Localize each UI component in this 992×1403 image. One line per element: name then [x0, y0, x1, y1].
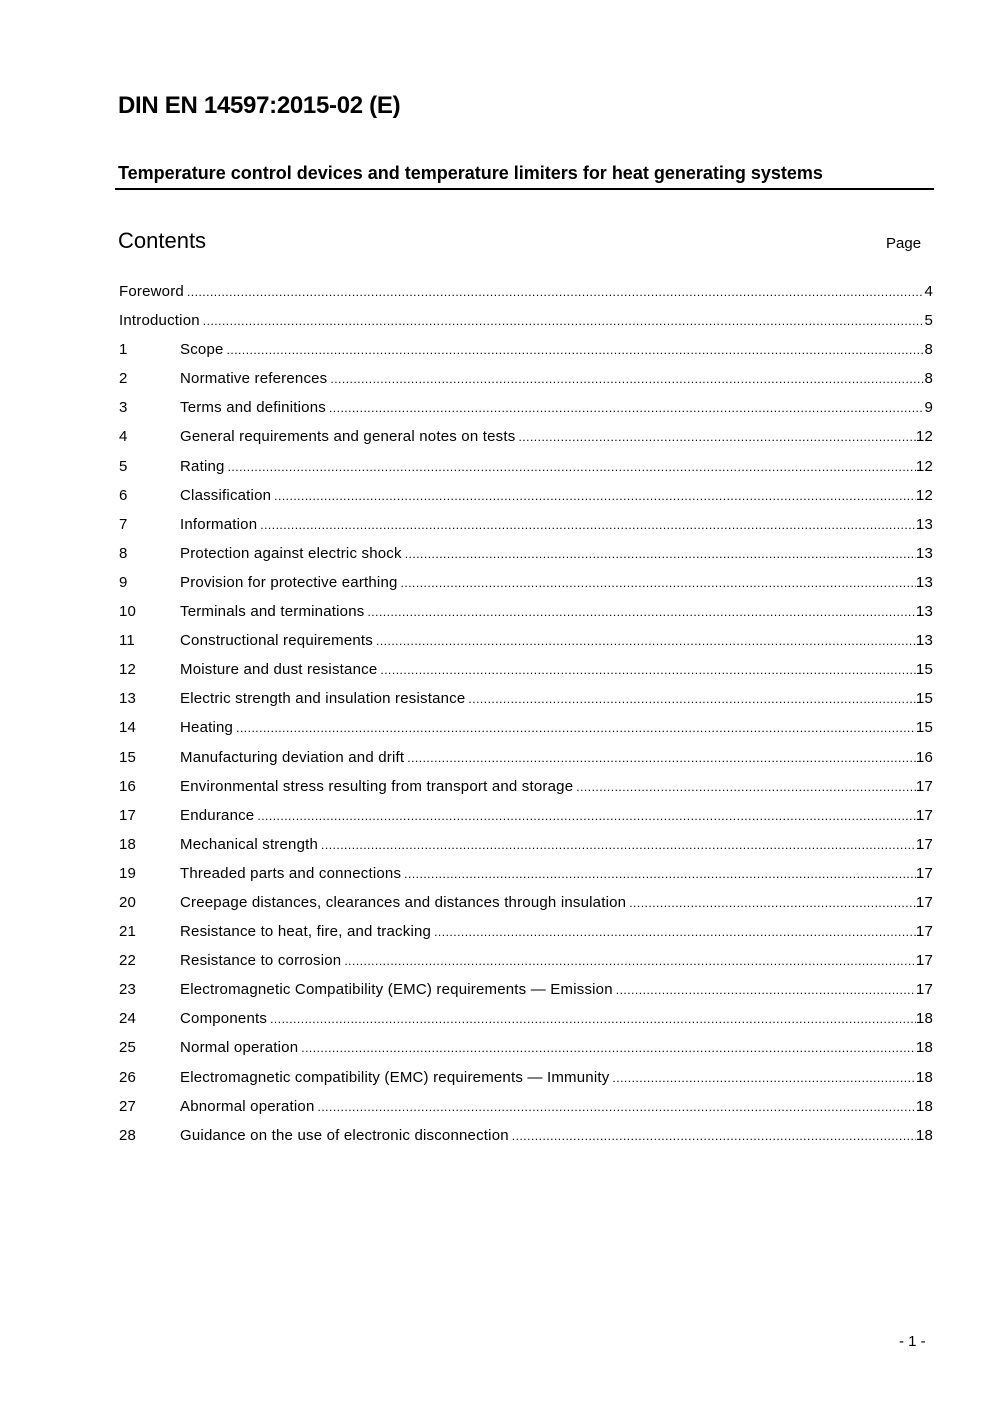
toc-entry-title[interactable]: Abnormal operation — [180, 1097, 315, 1115]
toc-dot-leader — [327, 370, 924, 388]
toc-entry[interactable] — [119, 749, 933, 778]
toc-entry-page[interactable]: 12 — [915, 457, 933, 475]
toc-entry[interactable] — [119, 690, 933, 719]
toc-entry-title[interactable]: Endurance — [180, 806, 255, 824]
toc-entry-title[interactable]: Terminals and terminations — [180, 603, 365, 621]
toc-entry[interactable] — [119, 778, 933, 807]
toc-entry-title[interactable]: Threaded parts and connections — [180, 864, 402, 882]
toc-entry-title[interactable]: Provision for protective earthing — [180, 573, 398, 591]
toc-entry-page[interactable]: 15 — [915, 690, 933, 708]
footer-page-number: - 1 - — [899, 1333, 926, 1350]
toc-entry-number: 13 — [119, 690, 137, 708]
toc-dot-leader — [401, 865, 916, 883]
toc-entry-title[interactable]: Terms and definitions — [180, 399, 326, 417]
toc-entry-title[interactable]: Mechanical strength — [180, 835, 319, 853]
toc-entry-page[interactable]: 13 — [915, 632, 933, 650]
toc-entry-number: 25 — [119, 1039, 137, 1057]
toc-entry-title[interactable]: Electric strength and insulation resistance — [180, 690, 466, 708]
toc-dot-leader — [515, 428, 915, 446]
toc-entry-number: 7 — [119, 515, 128, 533]
contents-heading: Contents — [118, 228, 207, 253]
toc-dot-leader — [404, 749, 916, 767]
toc-entry-number: 26 — [119, 1068, 137, 1086]
toc-dot-leader — [200, 312, 925, 330]
toc-entry[interactable] — [119, 516, 933, 545]
toc-entry-title[interactable]: Protection against electric shock — [180, 544, 402, 562]
toc-entry[interactable] — [119, 1127, 933, 1156]
toc-entry-number: 9 — [119, 573, 128, 591]
toc-entry-page[interactable]: 4 — [924, 283, 933, 300]
table-of-contents — [119, 283, 933, 1156]
toc-entry-title[interactable]: Guidance on the use of electronic disconnection — [180, 1126, 509, 1144]
toc-entry[interactable] — [119, 341, 933, 370]
toc-entry-number: 12 — [119, 661, 137, 679]
toc-entry-number: 10 — [119, 603, 137, 621]
document-id: DIN EN 14597:2015-02 (E) — [118, 92, 401, 119]
document-title: Temperature control devices and temperature limiters for heat generating systems — [118, 163, 823, 183]
toc-entry-title[interactable]: Introduction — [119, 312, 200, 330]
toc-entry[interactable] — [119, 428, 933, 457]
toc-entry-page[interactable]: 17 — [915, 981, 933, 999]
toc-dot-leader — [377, 661, 916, 679]
toc-entry[interactable] — [119, 836, 933, 865]
toc-entry-number: 6 — [119, 486, 128, 504]
toc-entry-number: 20 — [119, 893, 137, 911]
toc-entry[interactable] — [119, 1010, 933, 1039]
toc-entry-page[interactable]: 17 — [915, 864, 933, 882]
toc-entry-page[interactable]: 17 — [915, 806, 933, 824]
title-underline — [115, 188, 934, 190]
toc-entry-number: 15 — [119, 748, 137, 766]
toc-entry-number: 11 — [119, 632, 135, 650]
toc-entry-page[interactable]: 18 — [915, 1126, 933, 1144]
toc-entry[interactable] — [119, 1098, 933, 1127]
toc-entry[interactable] — [119, 661, 933, 690]
toc-entry-title[interactable]: Rating — [180, 457, 225, 475]
toc-entry-page[interactable]: 17 — [915, 923, 933, 941]
toc-entry[interactable] — [119, 632, 933, 661]
toc-entry-title[interactable]: Normal operation — [180, 1039, 299, 1057]
toc-dot-leader — [509, 1127, 916, 1145]
toc-dot-leader — [431, 923, 916, 941]
toc-entry-title[interactable]: Normative references — [180, 370, 328, 388]
toc-entry-title[interactable]: Classification — [180, 486, 272, 504]
toc-dot-leader — [398, 574, 916, 592]
toc-entry-title[interactable]: Environmental stress resulting from transport and storage — [180, 777, 574, 795]
toc-entry-title[interactable]: Foreword — [119, 283, 184, 300]
toc-entry-number: 21 — [119, 923, 137, 941]
toc-dot-leader — [271, 487, 916, 505]
toc-entry[interactable] — [119, 487, 933, 516]
toc-entry[interactable] — [119, 807, 933, 836]
toc-entry[interactable] — [119, 894, 933, 923]
toc-entry-number: 27 — [119, 1097, 137, 1115]
toc-entry[interactable] — [119, 1039, 933, 1068]
toc-dot-leader — [257, 516, 916, 534]
toc-dot-leader — [225, 458, 916, 476]
toc-entry-title[interactable]: Creepage distances, clearances and distances through insulation — [180, 893, 627, 911]
toc-entry-number: 23 — [119, 981, 137, 999]
toc-dot-leader — [184, 283, 924, 301]
toc-entry-page[interactable]: 13 — [915, 515, 933, 533]
toc-entry-title[interactable]: Resistance to heat, fire, and tracking — [180, 923, 432, 941]
toc-entry-page[interactable]: 18 — [915, 1010, 933, 1028]
toc-dot-leader — [233, 719, 916, 737]
toc-entry[interactable] — [119, 981, 933, 1010]
toc-entry-number: 1 — [119, 341, 128, 359]
page-column-heading: Page — [886, 235, 922, 252]
toc-entry-page[interactable]: 15 — [915, 661, 933, 679]
toc-entry-number: 17 — [119, 806, 137, 824]
toc-entry[interactable] — [119, 923, 933, 952]
toc-dot-leader — [267, 1010, 916, 1028]
toc-entry-page[interactable]: 13 — [915, 573, 933, 591]
toc-entry[interactable] — [119, 865, 933, 894]
toc-entry[interactable] — [119, 312, 933, 341]
toc-entry[interactable] — [119, 458, 933, 487]
toc-entry[interactable] — [119, 719, 933, 748]
toc-entry-page[interactable]: 5 — [924, 312, 933, 330]
toc-entry-page[interactable]: 18 — [915, 1097, 933, 1115]
toc-entry-number: 22 — [119, 952, 137, 970]
toc-dot-leader — [298, 1039, 916, 1057]
toc-entry-page[interactable]: 13 — [915, 603, 933, 621]
toc-entry-page[interactable]: 8 — [924, 370, 933, 388]
toc-entry-title[interactable]: Constructional requirements — [180, 632, 373, 650]
toc-entry-number: 28 — [119, 1126, 137, 1144]
toc-entry-title[interactable]: Electromagnetic compatibility (EMC) requirements — Immunity — [180, 1068, 610, 1086]
toc-dot-leader — [373, 632, 916, 650]
toc-dot-leader — [613, 981, 916, 999]
toc-entry-page[interactable]: 12 — [915, 428, 933, 446]
toc-entry-page[interactable]: 16 — [915, 748, 933, 766]
toc-entry-page[interactable]: 17 — [915, 952, 933, 970]
toc-entry-title[interactable]: Resistance to corrosion — [180, 952, 342, 970]
toc-entry-number: 2 — [119, 370, 128, 388]
toc-entry-title[interactable]: Electromagnetic Compatibility (EMC) requirements — Emission — [180, 981, 613, 999]
toc-dot-leader — [465, 690, 915, 708]
toc-entry[interactable] — [119, 952, 933, 981]
toc-dot-leader — [318, 836, 916, 854]
toc-entry-title[interactable]: Heating — [180, 719, 234, 737]
toc-dot-leader — [254, 807, 916, 825]
toc-entry-number: 19 — [119, 864, 137, 882]
toc-entry-page[interactable]: 12 — [915, 486, 933, 504]
toc-dot-leader — [609, 1069, 915, 1087]
toc-dot-leader — [626, 894, 916, 912]
toc-entry-page[interactable]: 9 — [924, 399, 933, 417]
toc-entry-number: 18 — [119, 835, 137, 853]
toc-entry[interactable] — [119, 283, 933, 312]
toc-entry-page[interactable]: 8 — [924, 341, 933, 359]
toc-entry-number: 4 — [119, 428, 128, 446]
toc-entry-number: 14 — [119, 719, 137, 737]
toc-entry-number: 16 — [119, 777, 137, 795]
toc-entry-page[interactable]: 18 — [915, 1039, 933, 1057]
toc-entry-page[interactable]: 18 — [915, 1068, 933, 1086]
toc-dot-leader — [341, 952, 916, 970]
toc-entry-page[interactable]: 17 — [915, 893, 933, 911]
toc-entry-page[interactable]: 17 — [915, 835, 933, 853]
toc-dot-leader — [364, 603, 915, 621]
toc-entry[interactable] — [119, 1069, 933, 1098]
toc-dot-leader — [326, 399, 925, 417]
toc-entry-number: 3 — [119, 399, 128, 417]
toc-entry-number: 8 — [119, 544, 128, 562]
toc-entry[interactable] — [119, 545, 933, 574]
toc-entry-title[interactable]: Scope — [180, 341, 224, 359]
toc-dot-leader — [573, 778, 916, 796]
toc-entry-title[interactable]: Moisture and dust resistance — [180, 661, 378, 679]
toc-entry[interactable] — [119, 370, 933, 399]
toc-entry-title[interactable]: Manufacturing deviation and drift — [180, 748, 405, 766]
toc-dot-leader — [402, 545, 916, 563]
toc-dot-leader — [315, 1098, 916, 1116]
toc-dot-leader — [224, 341, 925, 359]
toc-entry-title[interactable]: General requirements and general notes on tests — [180, 428, 516, 446]
toc-entry-page[interactable]: 13 — [915, 544, 933, 562]
toc-entry-title[interactable]: Components — [180, 1010, 268, 1028]
toc-entry[interactable] — [119, 603, 933, 632]
toc-entry-page[interactable]: 15 — [915, 719, 933, 737]
toc-entry-title[interactable]: Information — [180, 515, 258, 533]
toc-entry-number: 5 — [119, 457, 128, 475]
toc-entry[interactable] — [119, 399, 933, 428]
toc-entry-number: 24 — [119, 1010, 137, 1028]
toc-entry-page[interactable]: 17 — [915, 777, 933, 795]
toc-entry[interactable] — [119, 574, 933, 603]
